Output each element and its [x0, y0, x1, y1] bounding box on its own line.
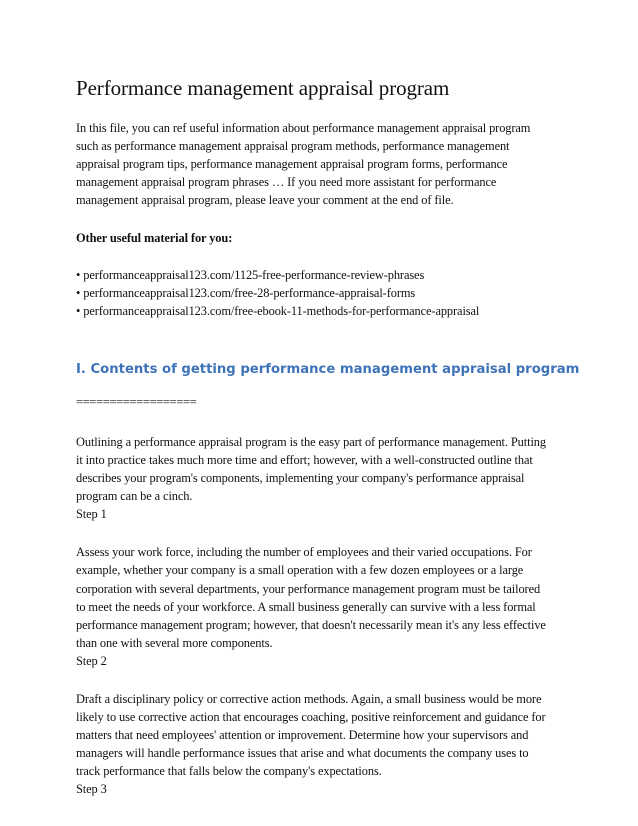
step-label: Step 1: [76, 507, 107, 522]
intro-paragraph: [76, 119, 566, 209]
bullet: •: [76, 285, 81, 300]
document-title: Performance management appraisal program: [76, 76, 450, 100]
step-label: Step 2: [76, 653, 107, 668]
link-list: [76, 266, 566, 320]
paragraph-line: than one with several more components.: [76, 635, 273, 650]
paragraph-line: performance management program; however, that doesn't necessarily mean it's any less effective: [76, 617, 546, 632]
paragraph-line: describes your program's components, implementing your company's performance appraisal: [76, 471, 525, 486]
body-paragraph: [76, 690, 566, 780]
section-heading: I. Contents of getting performance management appraisal program: [76, 361, 580, 377]
body-paragraph: [76, 543, 566, 652]
paragraph-line: Assess your work force, including the number of employees and their varied occupations. For: [76, 545, 532, 560]
intro-line: In this file, you can ref useful information about performance management appraisal program: [76, 121, 531, 135]
separator-line: ==================: [76, 394, 197, 409]
body-paragraph: [76, 433, 566, 505]
step-label: Step 3: [76, 782, 107, 797]
paragraph-line: program can be a cinch.: [76, 489, 193, 504]
link-text[interactable]: performanceappraisal123.com/free-28-performance-appraisal-forms: [83, 285, 416, 300]
bullet: •: [76, 303, 81, 318]
paragraph-line: managers will handle performance issues that arise and what documents the company uses to: [76, 746, 529, 761]
paragraph-line: it into practice takes much more time and effort; however, with a well-constructed outline that: [76, 452, 533, 467]
document-page: [76, 76, 580, 819]
intro-line: management appraisal program, please leave your comment at the end of file.: [76, 193, 454, 208]
bullet: •: [76, 267, 81, 282]
paragraph-line: example, whether your company is a small operation with a few dozen employees or a large: [76, 563, 524, 578]
paragraph-line: Outlining a performance appraisal program is the easy part of performance management. Putting: [76, 434, 546, 449]
paragraph-line: likely to use corrective action that encourages coaching, positive reinforcement and guidance for: [76, 710, 546, 725]
link-item[interactable]: [76, 266, 566, 284]
paragraph-line: Draft a disciplinary policy or corrective action methods. Again, a small business would be more: [76, 691, 542, 706]
other-material-heading: Other useful material for you:: [76, 231, 233, 246]
link-item[interactable]: [76, 302, 566, 320]
paragraph-line: to meet the needs of your workforce. A small business generally can survive with a less formal: [76, 599, 536, 614]
paragraph-line: corporation with several departments, your performance management program must be tailored: [76, 581, 541, 596]
link-text[interactable]: performanceappraisal123.com/1125-free-performance-review-phrases: [83, 267, 425, 282]
intro-line: management appraisal program phrases … If you need more assistant for performance: [76, 175, 497, 190]
link-text[interactable]: performanceappraisal123.com/free-ebook-11-methods-for-performance-appraisal: [83, 303, 480, 318]
intro-line: appraisal program tips, performance management appraisal program forms, performance: [76, 157, 508, 172]
paragraph-line: matters that need employees' attention or improvement. Determine how your supervisors and: [76, 728, 529, 743]
paragraph-line: track performance that falls below the company's expectations.: [76, 764, 382, 779]
intro-line: such as performance management appraisal program methods, performance management: [76, 139, 510, 154]
link-item[interactable]: [76, 284, 566, 302]
